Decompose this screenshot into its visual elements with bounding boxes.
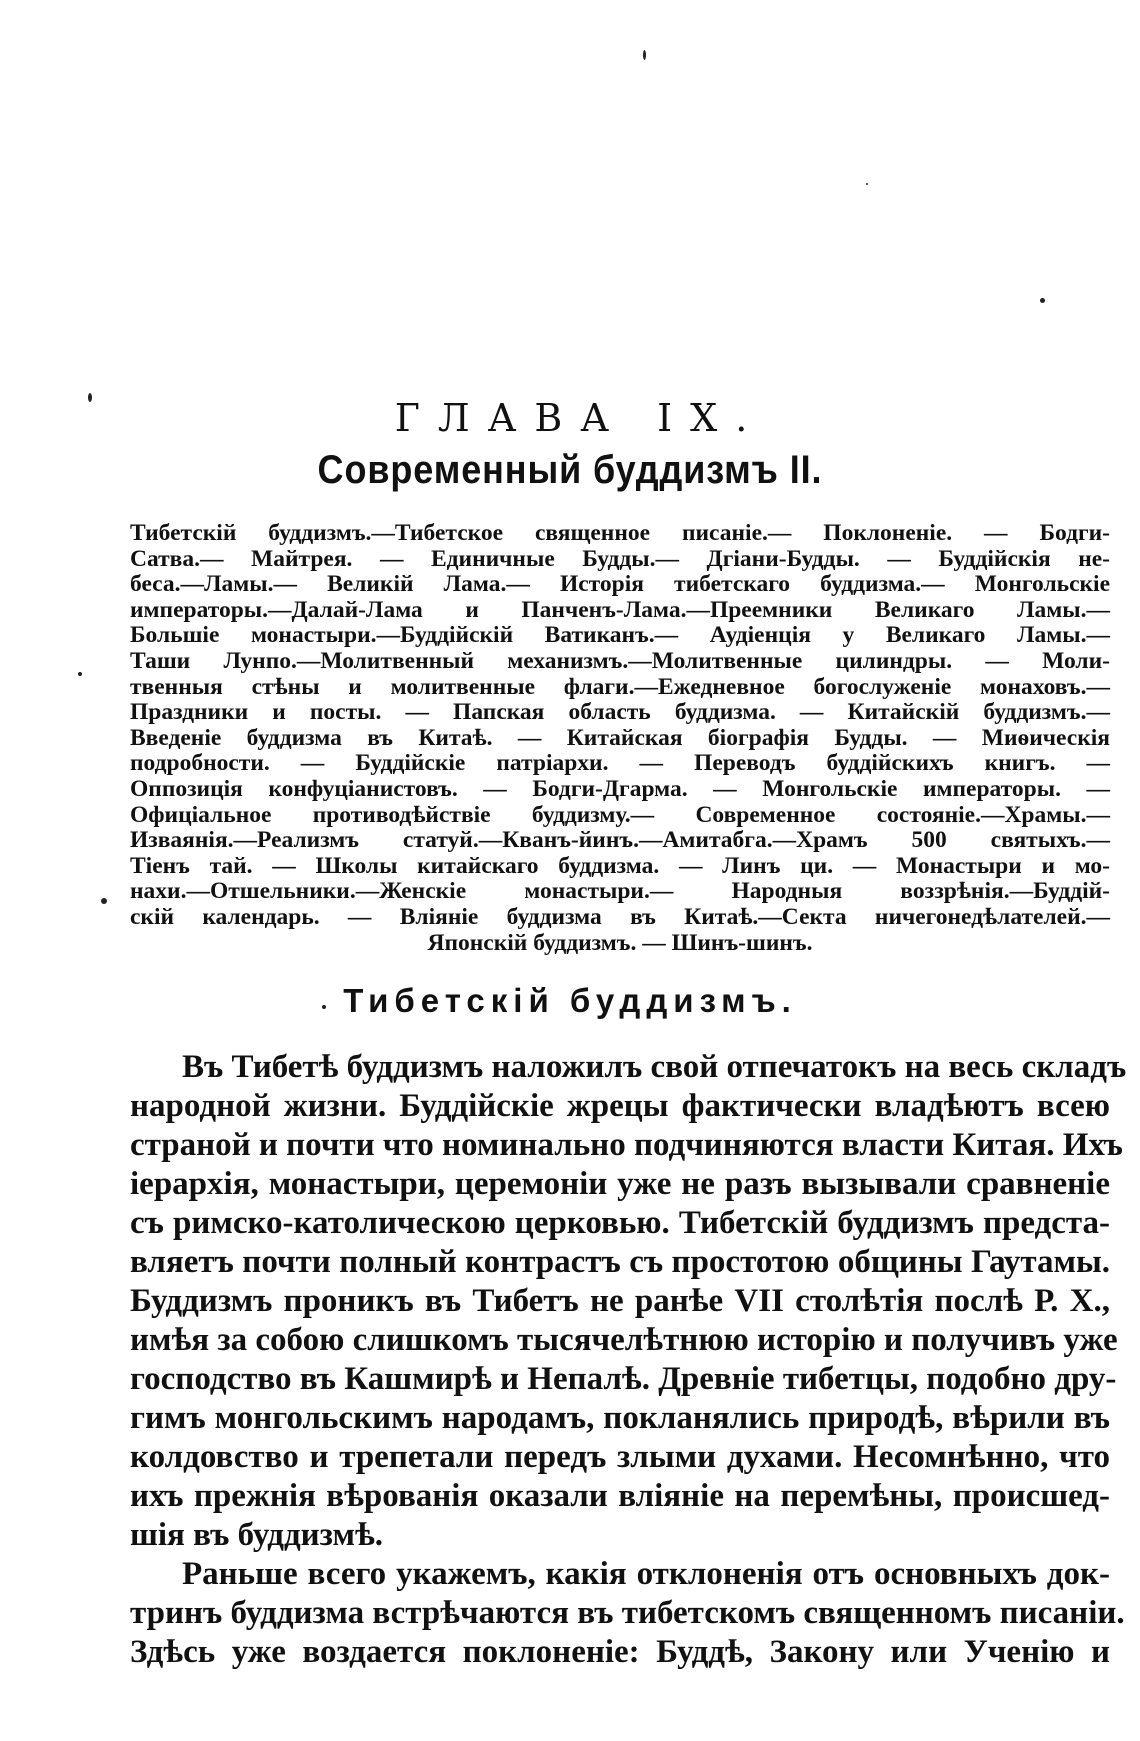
summary-line: беса.—Ламы.— Великій Лама.— Исторія тибетскаго буддизма.— Монгольскіе bbox=[130, 571, 1110, 598]
body-line: Раньше всего укажемъ, какія отклоненія отъ основныхъ док- bbox=[182, 1556, 1110, 1592]
summary-line: Тибетскій буддизмъ.—Тибетское священное писаніе.— Поклоненіе. — Бодги- bbox=[130, 520, 1110, 546]
summary-line: Введеніе буддизма въ Китаѣ. — Китайская біографія Будды. — Миѳическія bbox=[130, 724, 1110, 751]
summary-line: скій календарь. — Вліяніе буддизма въ Китаѣ.—Секта ничегонедѣлателей.— bbox=[130, 903, 1110, 930]
summary-line: императоры.—Далай-Лама и Панченъ-Лама.—Преемники Великаго Ламы.— bbox=[130, 596, 1110, 623]
scan-speck bbox=[1040, 298, 1045, 303]
summary-line: Большіе монастыри.—Буддійскій Ватиканъ.— Аудіенція у Великаго Ламы.— bbox=[130, 622, 1110, 649]
body-line: страной и почти что номинально подчиняются власти Китая. Ихъ bbox=[130, 1127, 1123, 1163]
summary-line: Изваянія.—Реализмъ статуй.—Кванъ-йинъ.—Амитабга.—Храмъ 500 святыхъ.— bbox=[130, 827, 1110, 854]
summary-line: Оппозиція конфуціанистовъ. — Бодги-Дгарма. — Монгольскіе императоры. — bbox=[130, 775, 1110, 802]
chapter-summary bbox=[130, 521, 1110, 956]
scan-speck bbox=[101, 898, 107, 904]
summary-line: твенныя стѣны и молитвенные флаги.—Ежедневное богослуженіе монаховъ.— bbox=[130, 673, 1110, 700]
summary-line: Тіенъ тай. — Школы китайскаго буддизма. — Линъ ци. — Монастыри и мо- bbox=[130, 852, 1110, 879]
body-line: ихъ прежнія вѣрованія оказали вліяніе на перемѣны, происшед- bbox=[130, 1478, 1110, 1514]
scan-speck bbox=[643, 50, 646, 60]
body-line: имѣя за собою слишкомъ тысячелѣтнюю исторію и получивъ уже bbox=[130, 1322, 1118, 1358]
body-line: шія въ буддизмѣ. bbox=[130, 1517, 384, 1553]
chapter-title: Современный буддизмъ II. bbox=[317, 448, 823, 492]
body-text bbox=[130, 1048, 1127, 1672]
body-line: іерархія, монастыри, церемоніи уже не разъ вызывали сравненіе bbox=[130, 1166, 1110, 1202]
section-title: Тибетскій буддизмъ. bbox=[343, 982, 797, 1019]
chapter-heading: ГЛАВА IX. bbox=[394, 396, 766, 440]
body-line: господство въ Кашмирѣ и Непалѣ. Древніе тибетцы, подобно дру- bbox=[130, 1361, 1117, 1397]
summary-line: подробности. — Буддійскіе патріархи. — Переводъ буддійскихъ книгъ. — bbox=[130, 750, 1110, 777]
scan-speck bbox=[78, 672, 82, 676]
body-line: народной жизни. Буддійскіе жрецы фактически владѣютъ всею bbox=[130, 1088, 1110, 1124]
body-line: съ римско-католическою церковью. Тибетскій буддизмъ предста- bbox=[130, 1205, 1110, 1241]
summary-line: Офиціальное противодѣйствіе буддизму.— Современное состояніе.—Храмы.— bbox=[130, 801, 1110, 828]
body-line: колдовство и трепетали передъ злыми духами. Несомнѣнно, что bbox=[130, 1439, 1110, 1475]
body-line: Здѣсь уже воздается поклоненіе: Буддѣ, Закону или Ученію и bbox=[130, 1634, 1110, 1670]
body-line: вляетъ почти полный контрастъ съ простотою общины Гаутамы. bbox=[130, 1244, 1110, 1280]
body-line: Въ Тибетѣ буддизмъ наложилъ свой отпечатокъ на весь складъ bbox=[182, 1049, 1127, 1085]
body-line: Буддизмъ проникъ въ Тибетъ не ранѣе VII столѣтія послѣ Р. Х., bbox=[130, 1283, 1110, 1319]
summary-line: Праздники и посты. — Папская область буддизма. — Китайскій буддизмъ.— bbox=[130, 699, 1110, 726]
summary-line: нахи.—Отшельники.—Женскіе монастыри.— Народныя воззрѣнія.—Буддій- bbox=[130, 878, 1110, 905]
summary-line: Сатва.— Майтрея. — Единичные Будды.— Дгіани-Будды. — Буддійскія не- bbox=[130, 545, 1110, 572]
summary-line: Таши Лунпо.—Молитвенный механизмъ.—Молитвенные цилиндры. — Моли- bbox=[130, 647, 1110, 674]
summary-line: Японскій буддизмъ. — Шинъ-шинъ. bbox=[427, 929, 813, 956]
scan-speck bbox=[866, 183, 868, 185]
body-line: тринъ буддизма встрѣчаются въ тибетскомъ священномъ писаніи. bbox=[130, 1595, 1125, 1631]
body-line: гимъ монгольскимъ народамъ, покланялись природѣ, вѣрили въ bbox=[130, 1400, 1110, 1436]
